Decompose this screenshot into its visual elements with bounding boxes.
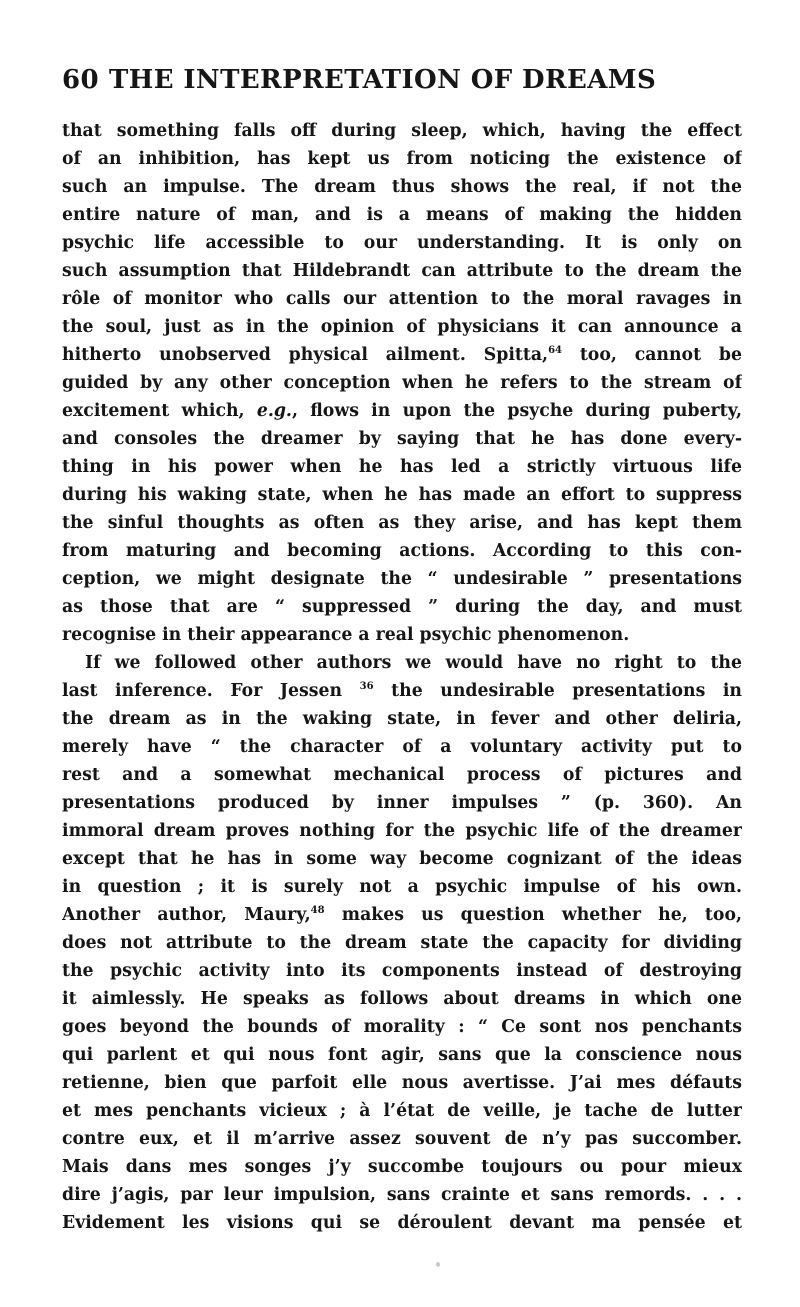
text-line: except that he has in some way become cognizant of the ideas: [62, 849, 742, 869]
text-line: Mais dans mes songes j’y succombe toujours ou pour mieux: [62, 1157, 742, 1177]
text-line: during his waking state, when he has made an effort to suppress: [62, 485, 742, 505]
text-fragment: last inference. For Jessen: [62, 681, 343, 701]
text-line: thing in his power when he has led a strictly virtuous life: [62, 457, 742, 477]
text-line: and consoles the dreamer by saying that he has done every-: [62, 429, 742, 449]
text-line: contre eux, et il m’arrive assez souvent de n’y pas succomber.: [62, 1129, 742, 1149]
text-line: the psychic activity into its components instead of destroying: [62, 961, 742, 981]
text-line: entire nature of man, and is a means of making the hidden: [62, 205, 742, 225]
text-line: et mes penchants vicieux ; à l’état de veille, je tache de lutter: [62, 1101, 742, 1121]
text-line: Evidement les visions qui se déroulent devant ma pensée et: [62, 1213, 742, 1233]
text-line: [62, 677, 742, 705]
text-line: goes beyond the bounds of morality : “ Ce sont nos penchants: [62, 1017, 742, 1037]
text-line: dire j’agis, par leur impulsion, sans crainte et sans remords. . . .: [62, 1185, 742, 1205]
text-line: retienne, bien que parfoit elle nous avertisse. J’ai mes défauts: [62, 1073, 742, 1093]
text-line: ception, we might designate the “ undesirable ” presentations: [62, 569, 742, 589]
text-fragment: the undesirable presentations in: [391, 681, 742, 701]
footnote-reference: 36: [359, 681, 374, 692]
text-line: that something falls off during sleep, which, having the effect: [62, 121, 742, 141]
footnote-reference: 64: [548, 345, 562, 356]
running-head: [62, 61, 742, 99]
author-name: Spitta,: [483, 345, 549, 365]
text-line: qui parlent et qui nous font agir, sans que la conscience nous: [62, 1045, 742, 1065]
text-fragment: too, cannot be: [579, 345, 742, 365]
text-line: guided by any other conception when he refers to the stream of: [62, 373, 742, 393]
text-line: immoral dream proves nothing for the psychic life of the dreamer: [62, 821, 742, 841]
text-line: does not attribute to the dream state the capacity for dividing: [62, 933, 742, 953]
text-line: psychic life accessible to our understanding. It is only on: [62, 233, 742, 253]
text-line: such assumption that Hildebrandt can attribute to the dream the: [62, 261, 742, 281]
text-line: [62, 341, 742, 369]
text-line: [62, 901, 742, 929]
page-number: 60: [62, 65, 99, 95]
body-text: [62, 117, 742, 1237]
italic-abbreviation: e.g.: [256, 401, 292, 421]
text-line: the soul, just as in the opinion of physicians it can announce a: [62, 317, 742, 337]
text-line: rest and a somewhat mechanical process of pictures and: [62, 765, 742, 785]
text-line: the sinful thoughts as often as they arise, and has kept them: [62, 513, 742, 533]
text-line: such an impulse. The dream thus shows the real, if not the: [62, 177, 742, 197]
text-line: it aimlessly. He speaks as follows about dreams in which one: [62, 989, 742, 1009]
text-line: merely have “ the character of a voluntary activity put to: [62, 737, 742, 757]
text-line: [62, 397, 742, 425]
text-fragment: makes us question whether he, too,: [341, 905, 742, 925]
text-line: presentations produced by inner impulses ” (p. 360). An: [62, 793, 742, 813]
text-line: of an inhibition, has kept us from noticing the existence of: [62, 149, 742, 169]
text-line: the dream as in the waking state, in fever and other deliria,: [62, 709, 742, 729]
text-fragment: hitherto unobserved physical ailment.: [62, 345, 466, 365]
text-fragment: excitement which,: [62, 401, 245, 421]
text-line: in question ; it is surely not a psychic impulse of his own.: [62, 877, 742, 897]
text-fragment: , flows in upon the psyche during puberty,: [291, 401, 742, 421]
footnote-reference: 48: [310, 905, 325, 916]
text-fragment: Another author, Maury,: [62, 905, 311, 925]
paragraph-first-line: If we followed other authors we would have no right to the: [85, 653, 742, 673]
paper-speck: [436, 1262, 440, 1267]
text-line: as those that are “ suppressed ” during the day, and must: [62, 597, 742, 617]
book-title: THE INTERPRETATION OF DREAMS: [108, 65, 657, 95]
text-line: rôle of monitor who calls our attention to the moral ravages in: [62, 289, 742, 309]
text-line: recognise in their appearance a real psychic phenomenon.: [62, 625, 630, 645]
text-line: from maturing and becoming actions. According to this con-: [62, 541, 742, 561]
